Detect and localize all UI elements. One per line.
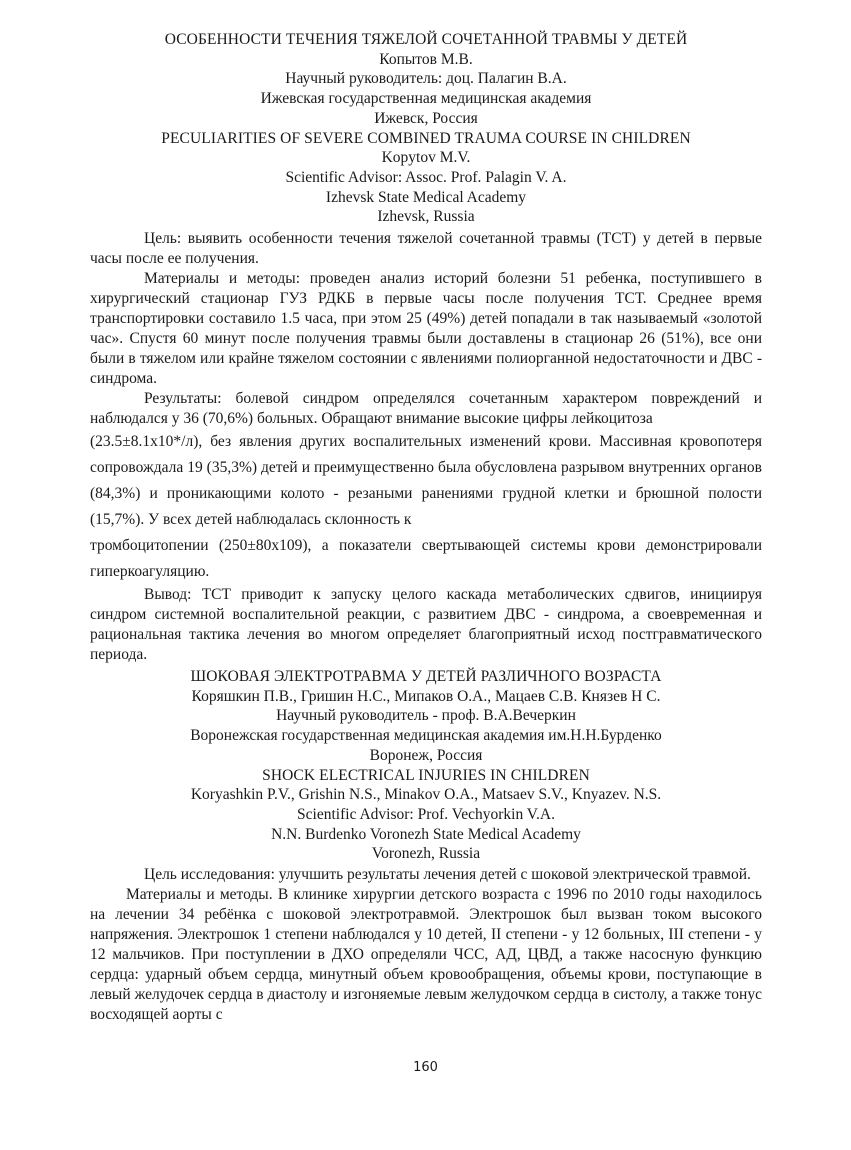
article1-advisor-ru: Научный руководитель: доц. Палагин В.А. xyxy=(285,70,567,88)
article2-advisor-en: Scientific Advisor: Prof. Vechyorkin V.A. xyxy=(297,805,555,823)
article2-institution-ru: Воронежская государственная медицинская академия им.Н.Н.Бурденко xyxy=(190,727,662,745)
article2-goal-paragraph: Цель исследования: улучшить результаты лечения детей с шоковой электрической травмой. xyxy=(144,866,751,883)
article1-author-ru: Копытов М.В. xyxy=(379,50,473,68)
article1-city-ru: Ижевск, Россия xyxy=(374,109,478,127)
article1-title-ru: ОСОБЕННОСТИ ТЕЧЕНИЯ ТЯЖЕЛОЙ СОЧЕТАННОЙ ТРАВМЫ У ДЕТЕЙ xyxy=(164,31,688,48)
article1-institution-en: Izhevsk State Medical Academy xyxy=(325,188,527,206)
article1-body xyxy=(90,229,762,665)
article2-header xyxy=(90,667,762,864)
article1-methods-paragraph: Материалы и методы: проведен анализ историй болезни 51 ребенка, поступившего в хирургический стационар ГУЗ РДКБ в первые часы после получения ТСТ. Среднее время транспортировки составило 1.5 часа, при этом 25 (49%) детей попадали в так называемый «золотой час». Спустя 60 минут после получения травмы были доставлены в стационар 26 (51%), все они были в тяжелом или крайне тяжелом состоянии с явлениями полиорганной недостаточности и ДВС - синдрома. xyxy=(90,270,762,387)
article2-institution-en: N.N. Burdenko Voronezh State Medical Academy xyxy=(271,825,581,843)
article2-city-ru: Воронеж, Россия xyxy=(369,746,483,764)
article1-title-en: PECULIARITIES OF SEVERE COMBINED TRAUMA COURSE IN CHILDREN xyxy=(161,129,691,147)
article2-city-en: Voronezh, Russia xyxy=(371,845,481,863)
article2-body xyxy=(90,865,762,1025)
article1-results-end: тромбоцитопении (250±80х109), а показатели свертывающей системы крови демонстрировали гиперкоагуляцию. xyxy=(90,537,762,580)
article2-authors-ru: Коряшкин П.В., Гришин Н.С., Мипаков О.А., Мацаев С.В. Князев Н С. xyxy=(191,687,661,705)
article1-header xyxy=(90,30,762,227)
article2-authors-en: Koryashkin P.V., Grishin N.S., Minakov O.A., Matsaev S.V., Knyazev. N.S. xyxy=(190,786,662,804)
article2-title-ru: ШОКОВАЯ ЭЛЕКТРОТРАВМА У ДЕТЕЙ РАЗЛИЧНОГО ВОЗРАСТА xyxy=(190,668,662,685)
article1-institution-ru: Ижевская государственная медицинская академия xyxy=(260,90,592,108)
article2-title-en: SHOCK ELECTRICAL INJURIES IN CHILDREN xyxy=(262,766,590,784)
article1-results-continued: (23.5±8.1х10*/л), без явления других воспалительных изменений крови. Массивная кровопотеря сопровождала 19 (35,3%) детей и преимущественно была обусловлена разрывом внутренних органов (84,3%) и проникающими колото - резаными ранениями грудной клетки и брюшной полости (15,7%). У всех детей наблюдалась склонность к xyxy=(90,433,762,528)
article2-advisor-ru: Научный руководитель - проф. В.А.Вечеркин xyxy=(276,707,576,725)
article1-author-en: Kopytov M.V. xyxy=(381,149,471,167)
article1-advisor-en: Scientific Advisor: Assoc. Prof. Palagin V. A. xyxy=(285,168,567,186)
article1-goal-paragraph: Цель: выявить особенности течения тяжелой сочетанной травмы (ТСТ) у детей в первые часы после ее получения. xyxy=(90,230,762,267)
article1-conclusion-paragraph: Вывод: ТСТ приводит к запуску целого каскада метаболических сдвигов, инициируя синдром системной воспалительной реакции, с развитием ДВС - синдрома, а своевременная и рациональная тактика лечения во многом определяет благоприятный исход постгравматического периода. xyxy=(90,586,762,663)
article1-city-en: Izhevsk, Russia xyxy=(377,208,475,226)
page-number: 160 xyxy=(413,1060,438,1075)
article2-methods-paragraph: Материалы и методы. В клинике хирургии детского возраста с 1996 по 2010 годы находилось на лечении 34 ребёнка с шоковой электротравмой. Электрошок был вызван током высокого напряжения. Электрошок 1 степени наблюдался у 10 детей, II степени - у 12 больных, III степени - у 12 мальчиков. При поступлении в ДХО определяли ЧСС, АД, ЦВД, а также насосную функцию сердца: ударный объем сердца, минутный объем кровообращения, объемы крови, поступающие в левый желудочек сердца в диастолу и изгоняемые левым желудочком сердца в систолу, а также тонус восходящей аорты с xyxy=(90,886,762,1023)
article1-results-paragraph: Результаты: болевой синдром определялся сочетанным характером повреждений и наблюдался у 36 (70,6%) больных. Обращают внимание высокие цифры лейкоцитоза xyxy=(90,390,762,427)
